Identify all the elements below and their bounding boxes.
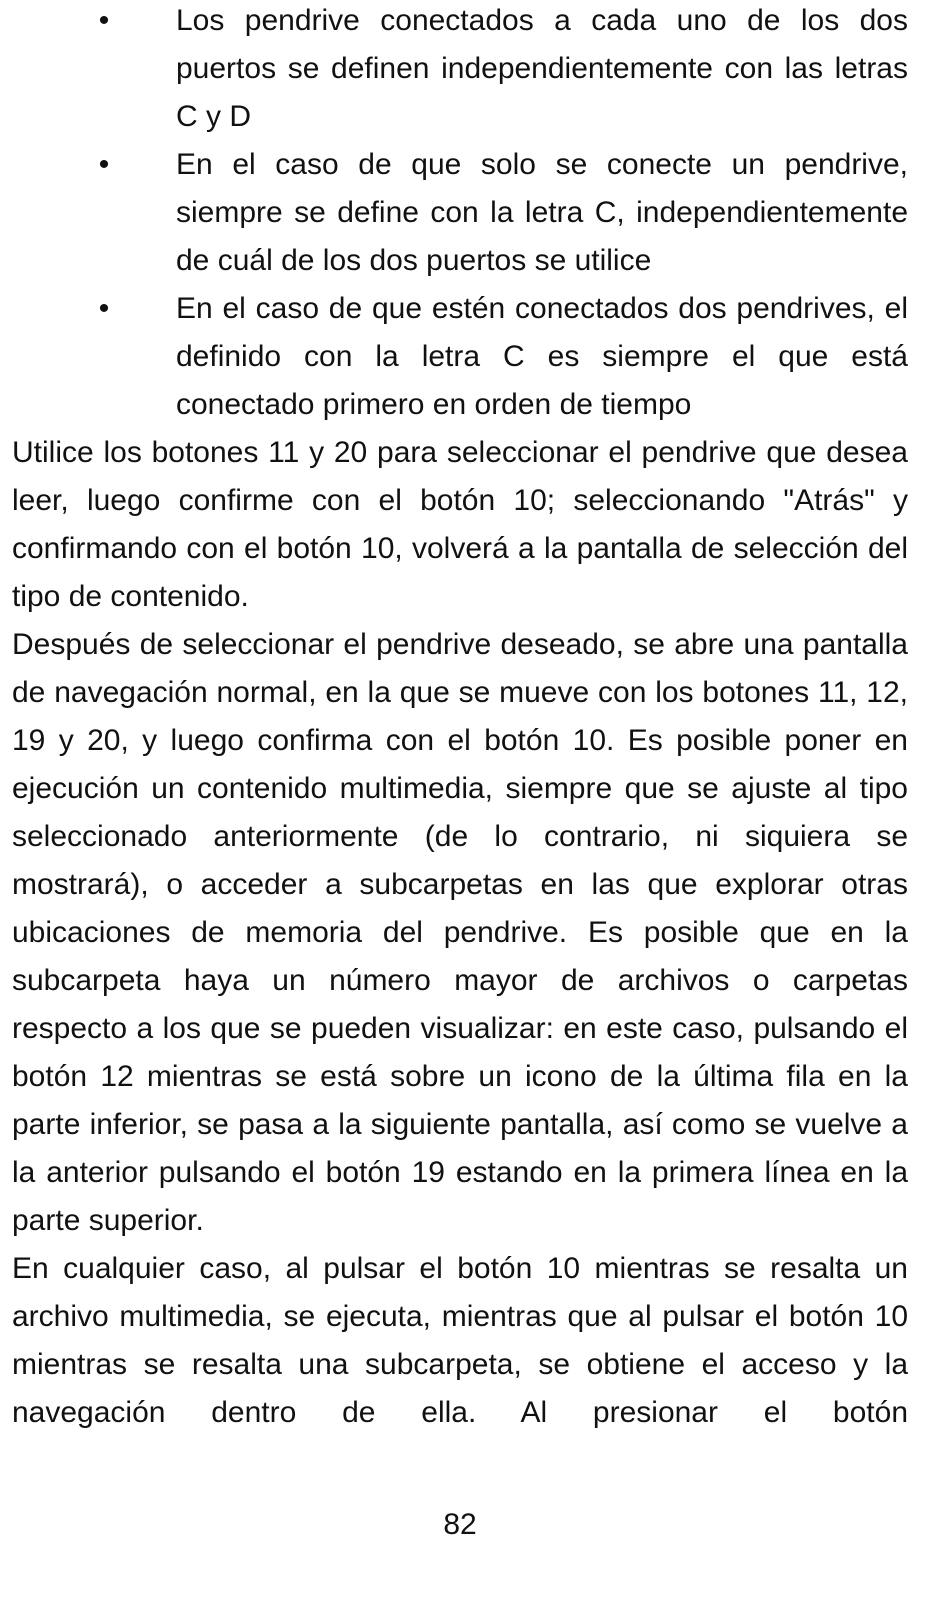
bullet-icon: •	[98, 4, 110, 37]
bullet-icon: •	[98, 292, 110, 325]
body-paragraph: Utilice los botones 11 y 20 para seleccionar el pendrive que desea leer, luego confirme con el botón 10; seleccionando "Atrás" y confirmando con el botón 10, volverá a la pantalla de selección del tipo de contenido.	[12, 436, 908, 613]
bullet-text: Los pendrive conectados a cada uno de los dos puertos se definen independientemente con las letras C y D	[176, 4, 908, 133]
bullet-item	[12, 285, 908, 429]
bullet-item	[12, 0, 908, 141]
body-paragraph: En cualquier caso, al pulsar el botón 10 mientras se resalta un archivo multimedia, se ejecuta, mientras que al pulsar el botón 10 mientras se resalta una subcarpeta, se obtiene el acceso y la navegación dentro de ella. Al presionar el botón	[12, 1252, 908, 1429]
bullet-text: En el caso de que estén conectados dos pendrives, el definido con la letra C es siempre el que está conectado primero en orden de tiempo	[176, 292, 908, 421]
document-page	[12, 0, 908, 1437]
bullet-item	[12, 141, 908, 285]
page-number: 82	[443, 1508, 477, 1541]
bullet-text: En el caso de que solo se conecte un pendrive, siempre se define con la letra C, independientemente de cuál de los dos puertos se utilice	[176, 148, 908, 277]
body-paragraph: Después de seleccionar el pendrive deseado, se abre una pantalla de navegación normal, en la que se mueve con los botones 11, 12, 19 y 20, y luego confirma con el botón 10. Es posible poner en ejecución un contenido multimedia, siempre que se ajuste al tipo seleccionado anteriormente (de lo contrario, ni siquiera se mostrará), o acceder a subcarpetas en las que explorar otras ubicaciones de memoria del pendrive. Es posible que en la subcarpeta haya un número mayor de archivos o carpetas respecto a los que se pueden visualizar: en este caso, pulsando el botón 12 mientras se está sobre un icono de la última fila en la parte inferior, se pasa a la siguiente pantalla, así como se vuelve a la anterior pulsando el botón 19 estando en la primera línea en la parte superior.	[12, 628, 908, 1237]
bullet-icon: •	[98, 148, 110, 181]
bullet-list	[12, 0, 908, 429]
